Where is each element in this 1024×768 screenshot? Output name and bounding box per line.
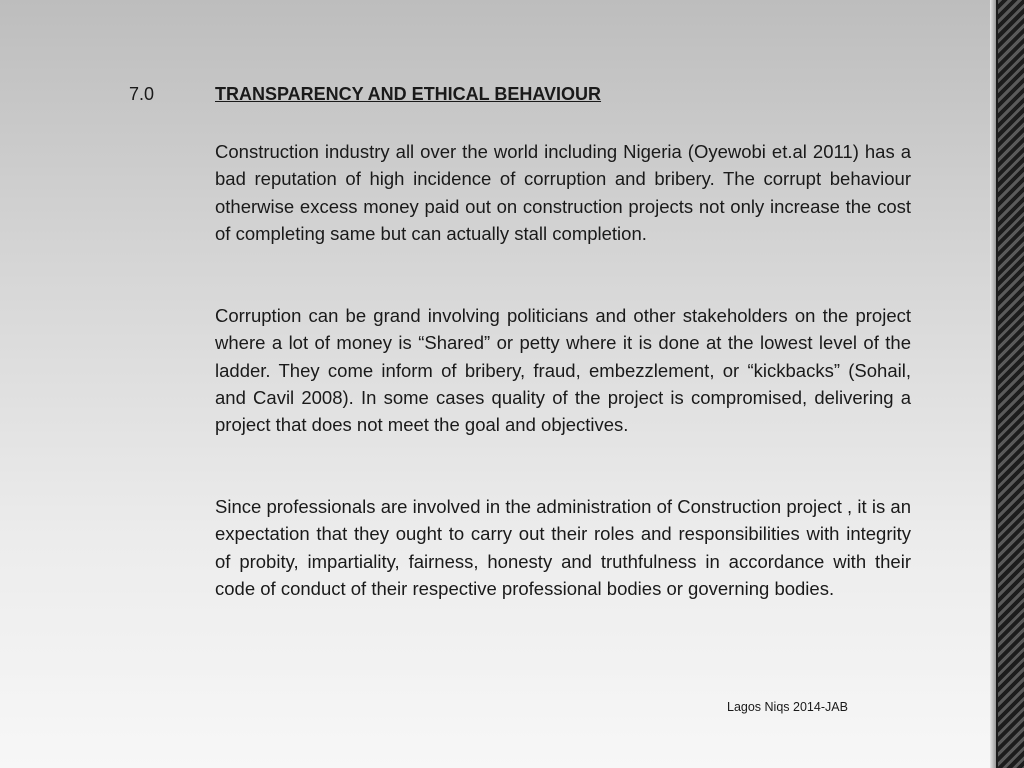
decorative-side-band [990,0,1024,768]
section-title: TRANSPARENCY AND ETHICAL BEHAVIOUR [215,84,602,104]
band-pattern [998,0,1024,768]
paragraph-2: Corruption can be grand involving politicians and other stakeholders on the project where a lot of money is “Shared” or petty where it is done at the lowest level of the ladder. They come inform of bribery, fraud, embezzlement, or “kickbacks” (Sohail, and Cavil 2008). In some cases quality of the project is compromised, delivering a project that does not meet the goal and objectives. [215,305,911,436]
paragraph-1: Construction industry all over the world including Nigeria (Oyewobi et.al 2011) has a bad reputation of high incidence of corruption and bribery. The corrupt behaviour otherwise excess money paid out on construction projects not only increase the cost of completing same but can actually stall completion. [215,141,911,244]
footer-credit: Lagos Niqs 2014-JAB [727,700,848,714]
paragraph-3: Since professionals are involved in the administration of Construction project , it is an expectation that they ought to carry out their roles and responsibilities with integrity of probity, impartiality, fairness, honesty and truthfulness in accordance with their code of conduct of their respective professional bodies or governing bodies. [215,496,911,599]
band-edge-highlight [990,0,996,768]
section-number: 7.0 [129,84,155,104]
